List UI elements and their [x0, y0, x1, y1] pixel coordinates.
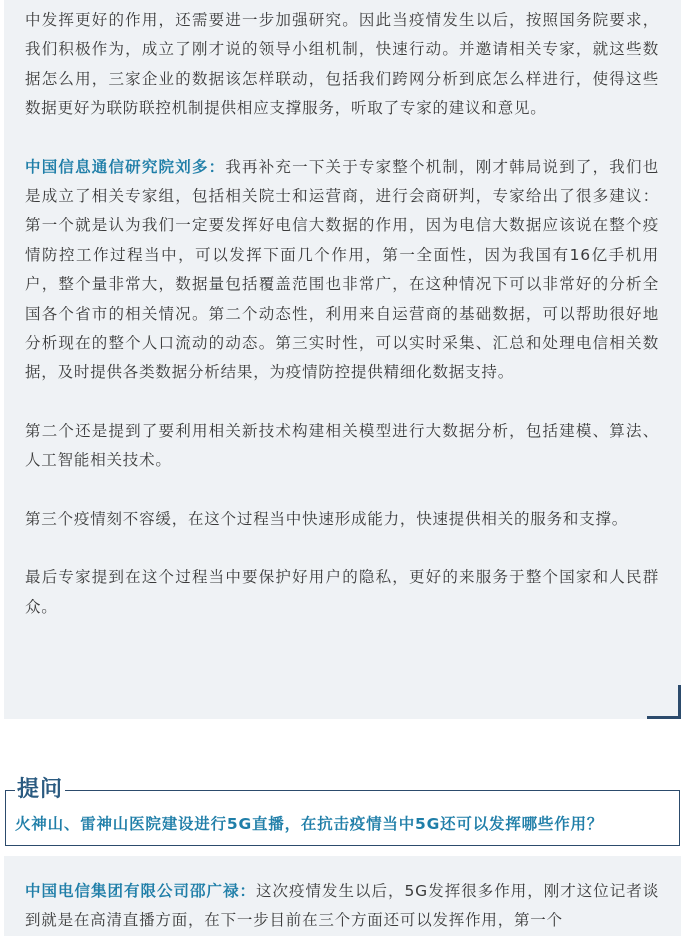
question-text: 火神山、雷神山医院建设进行5G直播，在抗击疫情当中5G还可以发挥哪些作用？	[15, 815, 604, 833]
paragraph: 中发挥更好的作用，还需要进一步加强研究。因此当疫情发生以后，按照国务院要求，我们积极作为，成立了刚才说的领导小组机制，快速行动。并邀请相关专家，就这些数据怎么用，三家企业的数据该怎样联动，包括我们跨网分析到底怎么样进行，使得这些数据更好为联防联控机制提供相应支撑服务，听取了专家的建议和意见。	[25, 11, 659, 118]
speech-text: 我再补充一下关于专家整个机制，刚才韩局说到了，我们也是成立了相关专家组，包括相关院士和运营商，进行会商研判，专家给出了很多建议：第一个就是认为我们一定要发挥好电信大数据的作用，因为电信大数据应该说在整个疫情防控工作过程当中，可以发挥下面几个作用，第一全面性，因为我国有16亿手机用户，整个量非常大，数据量包括覆盖范围也非常广，在这种情况下可以非常好的分析全国各个省市的相关情况。第二个动态性，利用来自运营商的基础数据，可以帮助很好地分析现在的整个人口流动的动态。第三实时性，可以实时采集、汇总和处理电信相关数据，及时提供各类数据分析结果，为疫情防控提供精细化数据支持。	[25, 157, 659, 382]
paragraph: 第二个还是提到了要利用相关新技术构建相关模型进行大数据分析，包括建模、算法、人工智能相关技术。	[25, 421, 659, 470]
paragraph: 最后专家提到在这个过程当中要保护好用户的隐私，更好的来服务于整个国家和人民群众。	[25, 568, 659, 616]
speaker-name: 中国电信集团有限公司邵广禄：	[25, 882, 257, 900]
paragraph	[25, 877, 659, 936]
corner-bracket	[647, 685, 681, 719]
speaker-name: 中国信息通信研究院刘多：	[25, 157, 226, 176]
question-label: 提问	[15, 772, 65, 803]
paragraph: 第三个疫情刻不容缓，在这个过程当中快速形成能力，快速提供相关的服务和支撑。	[25, 509, 629, 528]
transcript-panel	[4, 0, 681, 719]
speech-text: 这次疫情发生以后，5G发挥很多作用，刚才这位记者谈到就是在高清直播方面，在下一步目前在三个方面还可以发挥作用，第一个	[25, 882, 660, 930]
answer-panel	[4, 856, 681, 936]
paragraph	[25, 153, 659, 388]
